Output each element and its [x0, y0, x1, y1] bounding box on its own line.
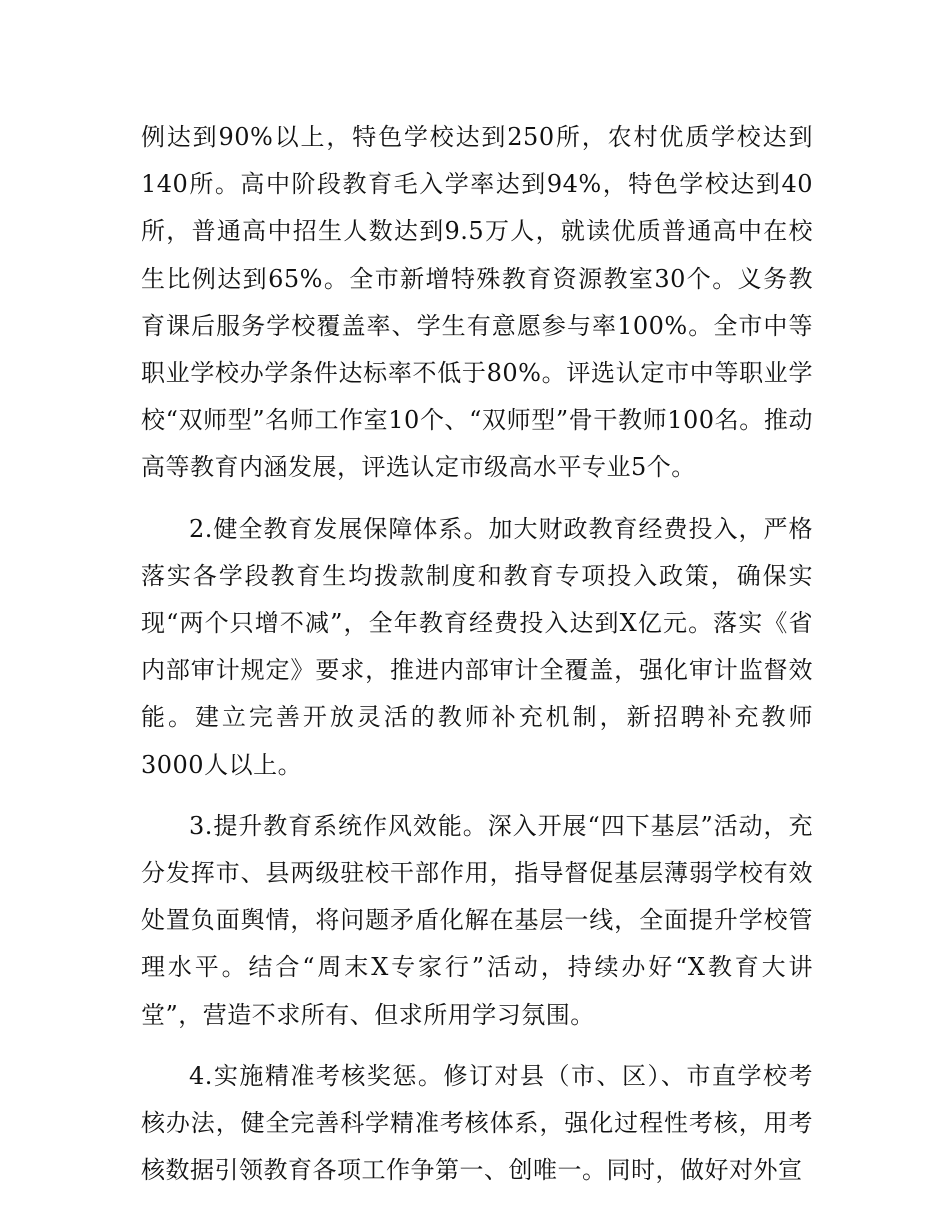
document-body	[141, 114, 813, 1194]
paragraph-2: 2.健全教育发展保障体系。加大财政教育经费投入，严格落实各学段教育生均拨款制度和教育专项投入政策，确保实现“两个只增不减”，全年教育经费投入达到X亿元。落实《省内部审计规定》要求，推进内部审计全覆盖，强化审计监督效能。建立完善开放灵活的教师补充机制，新招聘补充教师3000人以上。	[141, 514, 813, 779]
paragraph-3: 3.提升教育系统作风效能。深入开展“四下基层”活动，充分发挥市、县两级驻校干部作用，指导督促基层薄弱学校有效处置负面舆情，将问题矛盾化解在基层一线，全面提升学校管理水平。结合“周末X专家行”活动，持续办好“X教育大讲堂”，营造不求所有、但求所用学习氛围。	[141, 811, 813, 1029]
paragraph-1: 例达到90%以上，特色学校达到250所，农村优质学校达到140所。高中阶段教育毛入学率达到94%，特色学校达到40所，普通高中招生人数达到9.5万人，就读优质普通高中在校生比例达到65%。全市新增特殊教育资源教室30个。义务教育课后服务学校覆盖率、学生有意愿参与率100%。全市中等职业学校办学条件达标率不低于80%。评选认定市中等职业学校“双师型”名师工作室10个、“双师型”骨干教师100名。推动高等教育内涵发展，评选认定市级高水平专业5个。	[141, 123, 813, 482]
paragraph-4: 4.实施精准考核奖惩。修订对县（市、区）、市直学校考核办法，健全完善科学精准考核体系，强化过程性考核，用考核数据引领教育各项工作争第一、创唯一。同时，做好对外宣	[141, 1061, 813, 1185]
